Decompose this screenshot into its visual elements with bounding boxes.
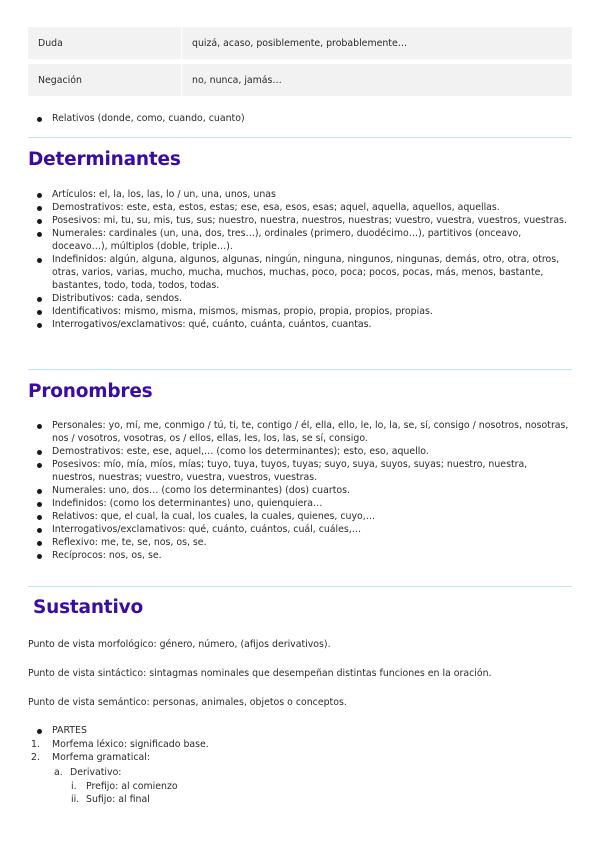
paragraph: Punto de vista morfológico: género, número, (afijos derivativos). [28,639,331,650]
partes-numbered-list [28,738,572,764]
list-item: Interrogativos/exclamativos: qué, cuánto, cuánta, cuántos, cuantas. [28,318,572,331]
table-key-cell: Duda [28,27,181,59]
list-item: Relativos (donde, como, cuando, cuanto) [28,112,572,125]
list-item [28,793,572,806]
list-item: Demostrativos: este, esta, estos, estas; ese, esa, esos, esas; aquel, aquella, aquellos, aquellas. [28,201,572,214]
list-item: Personales: yo, mí, me, conmigo / tú, ti, te, contigo / él, ella, ello, le, lo, la, se, sí, consigo / nosotros, nosotras, nos / vosotros, vosotras, os / ellos, ellas, les, los, las, se sí, consigo. [28,419,572,445]
table-value-cell: quizá, acaso, posiblemente, probablemente… [182,27,572,59]
list-item [28,766,572,779]
list-marker: 2. [31,752,40,763]
table-row [28,27,572,59]
section-title-determinantes: Determinantes [28,149,181,170]
list-item: Posesivos: mío, mía, míos, mías; tuyo, tuya, tuyos, tuyas; suyo, suya, suyos, suyas; nuestro, nuestra, nuestros, nuestras; vuestro, vuestra, vuestros, vuestras. [28,458,572,484]
list-item-text: Morfema léxico: significado base. [52,739,209,750]
determinantes-list [28,188,572,331]
list-item: Demostrativos: este, ese, aquel,… (como los determinantes); esto, eso, aquello. [28,445,572,458]
list-item: Reflexivo: me, te, se, nos, os, se. [28,536,572,549]
table-row [28,64,572,96]
partes-list [28,724,572,737]
list-item [28,751,572,764]
list-item: Indefinidos: (como los determinantes) uno, quienquiera… [28,497,572,510]
list-item: Indefinidos: algún, alguna, algunos, algunas, ningún, ninguna, ningunos, ningunas, demás, otro, otra, otros, otras, varios, varias, mucho, mucha, muchos, muchas, poco, poca; pocos, pocas, más, menos, bastante, bastantes, todo, toda, todos, todas. [28,253,572,292]
section-title-pronombres: Pronombres [28,381,153,402]
adverbs-table [28,27,572,101]
list-item: Posesivos: mi, tu, su, mis, tus, sus; nuestro, nuestra, nuestros, nuestras; vuestro, vuestra, vuestros, vuestras. [28,214,572,227]
table-key-cell: Negación [28,64,181,96]
list-item-text: Morfema gramatical: [52,752,150,763]
list-item [28,780,572,793]
list-marker: i. [71,781,77,792]
list-item: Numerales: uno, dos… (como los determinantes) (dos) cuartos. [28,484,572,497]
relativos-list [28,112,572,125]
list-item-text: Derivativo: [70,767,122,778]
list-item: Interrogativos/exclamativos: qué, cuánto, cuántos, cuál, cuáles,… [28,523,572,536]
list-item: Recíprocos: nos, os, se. [28,549,572,562]
section-divider [28,137,572,138]
list-item: Numerales: cardinales (un, una, dos, tres…), ordinales (primero, duodécimo…), partitivos (onceavo, doceavo…), múltiplos (doble, triple…). [28,227,572,253]
section-divider [28,369,572,370]
list-item-text: Prefijo: al comienzo [86,781,178,792]
list-marker: 1. [31,739,40,750]
paragraph: Punto de vista sintáctico: sintagmas nominales que desempeñan distintas funciones en la oración. [28,668,492,679]
list-item: Relativos: que, el cual, la cual, los cuales, la cuales, quienes, cuyo,… [28,510,572,523]
partes-alpha-list [28,766,572,779]
list-item: Identificativos: mismo, misma, mismos, mismas, propio, propia, propios, propias. [28,305,572,318]
table-value-cell: no, nunca, jamás… [182,64,572,96]
paragraph: Punto de vista semántico: personas, animales, objetos o conceptos. [28,697,347,708]
list-marker: a. [54,767,63,778]
list-item: Distributivos: cada, sendos. [28,292,572,305]
list-item-text: Sufijo: al final [86,794,150,805]
list-item [28,738,572,751]
pronombres-list [28,419,572,562]
section-title-sustantivo: Sustantivo [33,597,143,618]
list-item: PARTES [28,724,572,737]
list-item: Artículos: el, la, los, las, lo / un, una, unos, unas [28,188,572,201]
section-divider [28,586,572,587]
partes-roman-list [28,780,572,806]
list-marker: ii. [71,794,80,805]
